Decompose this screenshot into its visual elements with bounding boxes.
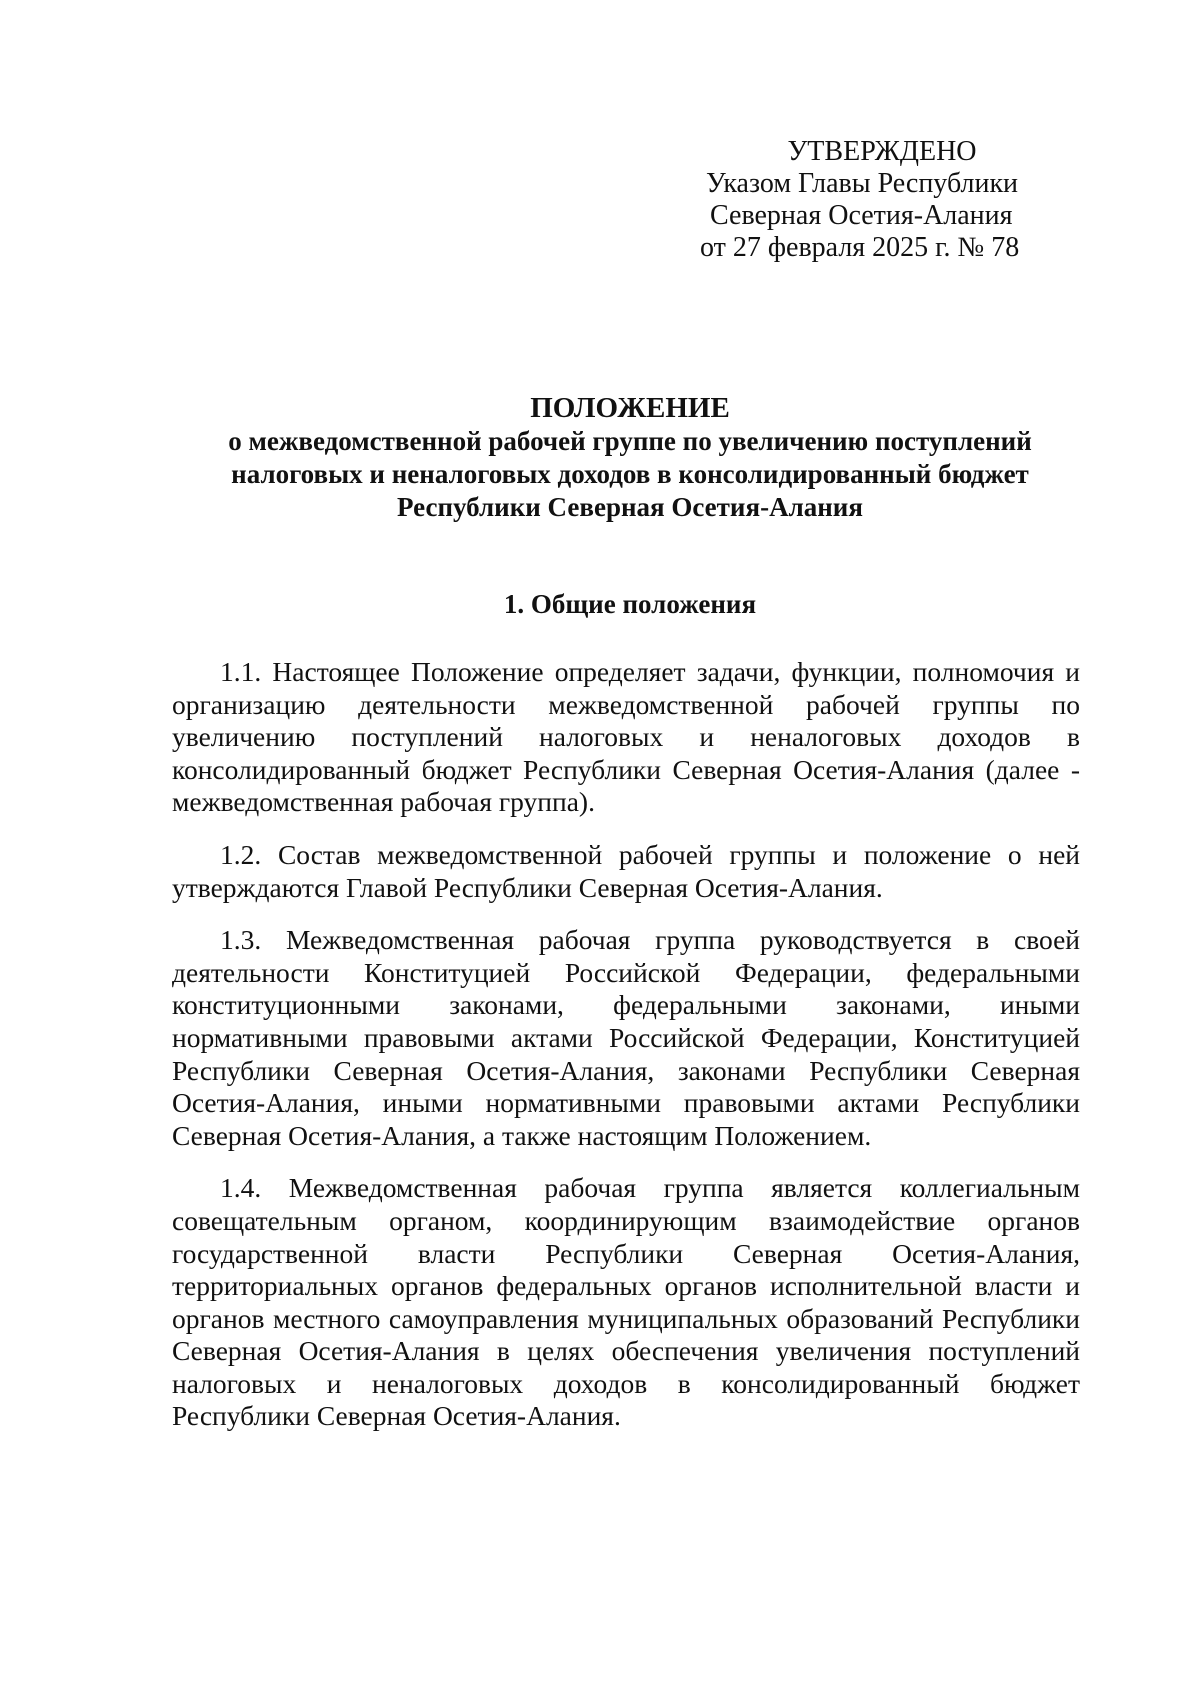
section-body: [172, 656, 1080, 1453]
paragraph-1-4: 1.4. Межведомственная рабочая группа является коллегиальным совещательным органом, координирующим взаимодействие органов государственной власти Республики Северная Осетия-Алания, территориальных органов федеральных органов исполнительной власти и органов местного самоуправления муниципальных образований Республики Северная Осетия-Алания в целях обеспечения увеличения поступлений налоговых и неналоговых доходов в консолидированный бюджет Республики Северная Осетия-Алания.: [172, 1172, 1080, 1432]
paragraph-1-3: 1.3. Межведомственная рабочая группа руководствуется в своей деятельности Конституцией Российской Федерации, федеральными конституционными законами, федеральными законами, иными нормативными правовыми актами Российской Федерации, Конституцией Республики Северная Осетия-Алания, законами Республики Северная Осетия-Алания, иными нормативными правовыми актами Республики Северная Осетия-Алания, а также настоящим Положением.: [172, 924, 1080, 1151]
document-subtitle-line-3: Республики Северная Осетия-Алания: [397, 492, 863, 522]
document-title-block: [180, 392, 1080, 524]
section-heading: 1. Общие положения: [503, 589, 757, 619]
approval-label: УТВЕРЖДЕНО: [787, 136, 977, 167]
approval-stamp: [700, 136, 1100, 264]
paragraph-1-2: 1.2. Состав межведомственной рабочей группы и положение о ней утверждаются Главой Республики Северная Осетия-Алания.: [172, 838, 1080, 903]
document-subtitle-line-2: налоговых и неналоговых доходов в консолидированный бюджет: [231, 459, 1029, 489]
approval-region: Северная Осетия-Алания: [710, 200, 1013, 231]
paragraph-1-1: 1.1. Настоящее Положение определяет задачи, функции, полномочия и организацию деятельности межведомственной рабочей группы по увеличению поступлений налоговых и неналоговых доходов в консолидированный бюджет Республики Северная Осетия-Алания (далее - межведомственная рабочая группа).: [172, 656, 1080, 818]
approval-date-number: от 27 февраля 2025 г. № 78: [700, 232, 1020, 263]
document-title: ПОЛОЖЕНИЕ: [530, 392, 730, 424]
document-subtitle-line-1: о межведомственной рабочей группе по увеличению поступлений: [228, 426, 1032, 456]
approval-decree: Указом Главы Республики: [706, 168, 1019, 199]
